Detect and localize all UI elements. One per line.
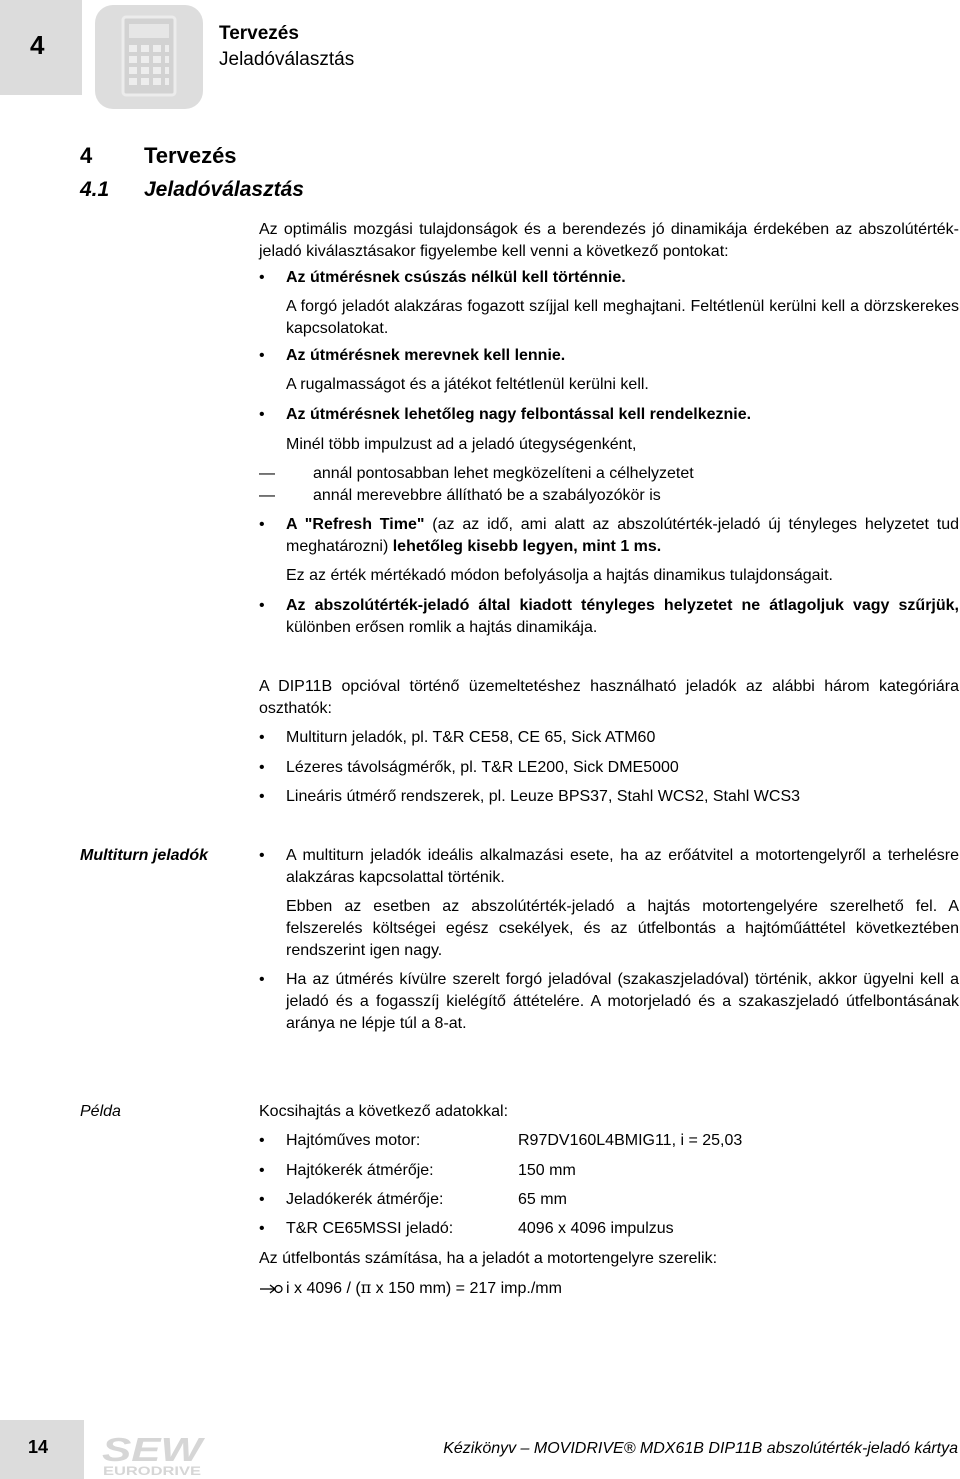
section-title: Tervezés: [144, 143, 237, 168]
logo-subline: EURODRIVE: [103, 1464, 201, 1478]
subsection-number: 4.1: [80, 178, 110, 201]
bullet: •: [259, 1132, 265, 1149]
section-number: 4: [80, 143, 93, 168]
arrow-right-icon: [259, 1281, 283, 1295]
formula: [286, 1277, 562, 1300]
calculator-icon: [95, 5, 203, 109]
example-row-value: R97DV160L4BMIG11, i = 25,03: [518, 1132, 743, 1149]
point-2-title: Az útmérésnek merevnek kell lennie.: [286, 347, 566, 364]
example-intro: Kocsihajtás a következő adatokkal:: [259, 1103, 509, 1120]
point-5-body: különben erősen romlik a hajtás dinamikája.: [286, 619, 598, 636]
multiturn-bullet-2: Ha az útmérés kívülre szerelt forgó jeladóval (szakaszjeladóval) történik, akkor ügyelni kell a jeladó és a fogasszíj kielégítő áttételére. A motorjeladó és a szakaszjeladó útfelbontásának aránya ne lépje túl a 8-at.: [286, 971, 959, 1032]
category-3: Lineáris útmérő rendszerek, pl. Leuze BPS37, Stahl WCS2, Stahl WCS3: [286, 788, 801, 805]
bullet: •: [259, 1191, 265, 1208]
calculator-graphic: [95, 5, 203, 109]
chapter-number: 4: [30, 30, 45, 60]
subsection-title: Jeladóválasztás: [144, 178, 304, 201]
bullet: •: [259, 347, 265, 364]
multiturn-bullet-1-note: Ebben az esetben az abszolútérték-jeladó a hajtás motortengelyére szerelhető fel. A felszerelés költségei egész csekélyek, és az útfelbontás a hajtóműáttétel következtében rendszerint igen nagy.: [286, 898, 959, 959]
bullet: •: [259, 1220, 265, 1237]
point-5-bold: Az abszolútérték-jeladó által kiadott tényleges helyzetet ne átlagoljuk vagy szűrjük,: [286, 597, 959, 614]
formula-part-b: x 150 mm) = 217 imp./mm: [371, 1280, 562, 1297]
dash: —: [259, 487, 275, 504]
bullet: •: [259, 406, 265, 423]
footer-text: Kézikönyv – MOVIDRIVE® MDX61B DIP11B abszolútérték-jeladó kártya: [443, 1440, 958, 1457]
point-4-note: Ez az érték mértékadó módon befolyásolja a hajtás dinamikus tulajdonságait.: [286, 567, 833, 584]
point-2-text: A rugalmasságot és a játékot feltétlenül kerülni kell.: [286, 376, 649, 393]
header-subtitle: Jeladóválasztás: [219, 49, 355, 70]
page-number: 14: [28, 1437, 49, 1457]
example-side-label: Példa: [80, 1103, 121, 1120]
bullet: •: [259, 788, 265, 805]
chapter-tab: [0, 0, 82, 95]
category-1: Multiturn jeladók, pl. T&R CE58, CE 65, Sick ATM60: [286, 729, 656, 746]
category-2: Lézeres távolságmérők, pl. T&R LE200, Sick DME5000: [286, 759, 679, 776]
example-row: [0, 1218, 960, 1240]
point-4-bold-2: lehetőleg kisebb legyen, mint 1 ms.: [392, 538, 662, 555]
calc-intro: Az útfelbontás számítása, ha a jeladót a motortengelyre szerelik:: [259, 1250, 718, 1267]
dash: —: [259, 465, 275, 482]
subsection-heading: [80, 176, 480, 204]
point-4-text: [286, 514, 959, 558]
formula-pi: π: [360, 1278, 372, 1297]
point-3-dash-1: annál pontosabban lehet megközelíteni a célhelyzetet: [313, 465, 694, 482]
example-row: [0, 1160, 960, 1182]
example-row: [0, 1189, 960, 1211]
example-row-label: Jeladókerék átmérője:: [286, 1191, 444, 1208]
example-row: [0, 1130, 960, 1152]
point-4-body: (az az idő, ami alatt az abszolútérték-jeladó új tényleges helyzetet tud meghatározni): [286, 516, 959, 555]
point-3-text: Minél több impulzust ad a jeladó útegységenként,: [286, 436, 637, 453]
point-5-text: [286, 595, 959, 639]
bullet: •: [259, 759, 265, 776]
intro-paragraph: Az optimális mozgási tulajdonságok és a berendezés jó dinamikája érdekében az abszolútérték-jeladó kiválasztásakor figyelembe kell venni a következő pontokat:: [259, 221, 959, 260]
example-row-label: T&R CE65MSSI jeladó:: [286, 1220, 454, 1237]
example-row-value: 150 mm: [518, 1162, 576, 1179]
example-row-label: Hajtóműves motor:: [286, 1132, 421, 1149]
bullet: •: [259, 847, 265, 864]
categories-intro: A DIP11B opcióval történő üzemeltetéshez használható jeladók az alábbi három kategóriára oszthatók:: [259, 678, 959, 717]
bullet: •: [259, 1162, 265, 1179]
footer-page-tab: [0, 1420, 84, 1479]
logo-wordmark: SEW: [102, 1432, 206, 1468]
bullet: •: [259, 729, 265, 746]
point-4-bold-1: A "Refresh Time": [286, 516, 425, 533]
point-1-text: A forgó jeladót alakzáras fogazott szíjjal kell meghajtani. Feltétlenül kerülni kell a dörzskerekes kapcsolatokat.: [286, 298, 959, 337]
point-1-title: Az útmérésnek csúszás nélkül kell történnie.: [286, 269, 626, 286]
header-title: Tervezés: [219, 23, 299, 44]
sew-eurodrive-logo: [100, 1432, 210, 1479]
multiturn-bullet-1: A multiturn jeladók ideális alkalmazási esete, ha az erőátvitel a motortengelyről a terhelésre alakzáras kapcsolattal történik.: [286, 847, 959, 886]
bullet: •: [259, 597, 265, 614]
point-3-dash-2: annál merevebbre állítható be a szabályozókör is: [313, 487, 661, 504]
bullet: •: [259, 269, 265, 286]
example-row-value: 65 mm: [518, 1191, 567, 1208]
multiturn-side-label: Multiturn jeladók: [80, 847, 208, 864]
example-row-label: Hajtókerék átmérője:: [286, 1162, 434, 1179]
example-row-value: 4096 x 4096 impulzus: [518, 1220, 674, 1237]
bullet: •: [259, 516, 265, 533]
formula-part-a: i x 4096 / (: [286, 1280, 361, 1297]
bullet: •: [259, 971, 265, 988]
section-heading: [80, 142, 480, 170]
point-3-title: Az útmérésnek lehetőleg nagy felbontással kell rendelkeznie.: [286, 406, 752, 423]
